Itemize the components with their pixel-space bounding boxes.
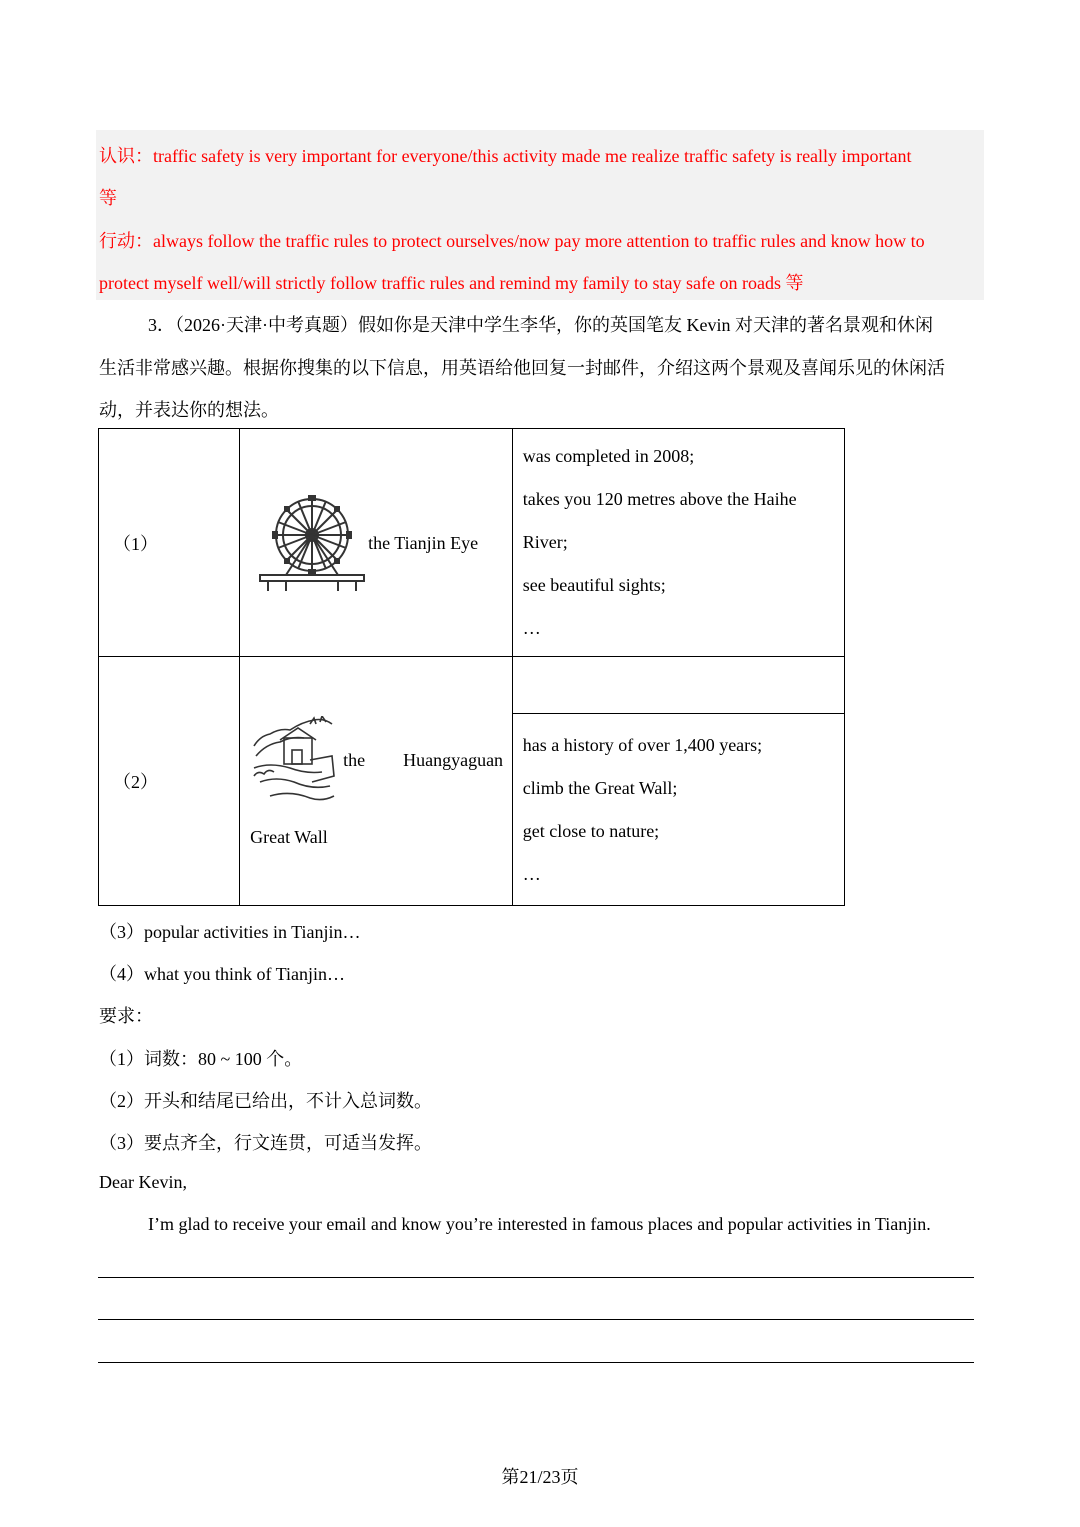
row-number: （1） [99,429,240,657]
row-number: （2） [99,657,240,906]
requirement-2: （2）开头和结尾已给出，不计入总词数。 [99,1091,432,1111]
detail-item: was completed in 2008; [522,446,695,466]
empty-cell [512,657,844,714]
table-row [99,657,845,714]
detail-item: River; [522,532,568,552]
detail-item: takes you 120 metres above the Haihe [522,489,797,509]
writing-line [98,1319,974,1320]
details-cell [512,429,844,657]
requirement-1: （1）词数：80 ~ 100 个。 [99,1049,303,1069]
place-cell [240,429,513,657]
answer-understanding-cont: 等 [99,188,117,208]
detail-item: climb the Great Wall; [522,777,678,798]
place-name-part: Huangyaguan [403,750,504,770]
detail-item: … [522,863,541,884]
place-name-part: Great Wall [250,827,328,847]
question-line-1: 3．（2026·天津·中考真题）假如你是天津中学生李华，你的英国笔友 Kevin 对天津的著名景观和休闲 [148,315,933,335]
table-row [99,429,845,657]
answer-action: 行动：always follow the traffic rules to protect ourselves/now pay more attention to traffic rules and know how to [99,231,925,251]
letter-opening: I’m glad to receive your email and know you’re interested in famous places and popular activities in Tianjin. [148,1214,931,1234]
requirements-heading: 要求： [99,1006,153,1026]
great-wall-icon [250,716,338,806]
writing-line [98,1362,974,1363]
info-table [98,428,845,906]
question-line-3: 动，并表达你的想法。 [99,400,279,420]
page-number: 第21/23页 [501,1467,579,1487]
details-cell [512,714,844,906]
detail-item: see beautiful sights; [522,575,666,595]
answer-action-cont: protect myself well/will strictly follow traffic rules and remind my family to stay safe on roads 等 [99,273,804,293]
requirement-3: （3）要点齐全，行文连贯，可适当发挥。 [99,1133,432,1153]
answer-understanding: 认识：traffic safety is very important for everyone/this activity made me realize traffic safety is really important [99,146,912,166]
ferris-wheel-icon [256,495,368,593]
detail-item: has a history of over 1,400 years; [522,734,763,755]
point-3: （3）popular activities in Tianjin… [99,922,361,942]
detail-item: … [522,618,541,638]
writing-line [98,1277,974,1278]
place-cell [240,657,513,906]
point-4: （4）what you think of Tianjin… [99,964,346,984]
detail-item: get close to nature; [522,820,660,841]
question-line-2: 生活非常感兴趣。根据你搜集的以下信息，用英语给他回复一封邮件，介绍这两个景观及喜闻乐见的休闲活 [99,358,945,378]
place-name: the Tianjin Eye [368,532,479,553]
letter-greeting: Dear Kevin, [99,1172,187,1192]
place-name-part: the [343,750,366,770]
